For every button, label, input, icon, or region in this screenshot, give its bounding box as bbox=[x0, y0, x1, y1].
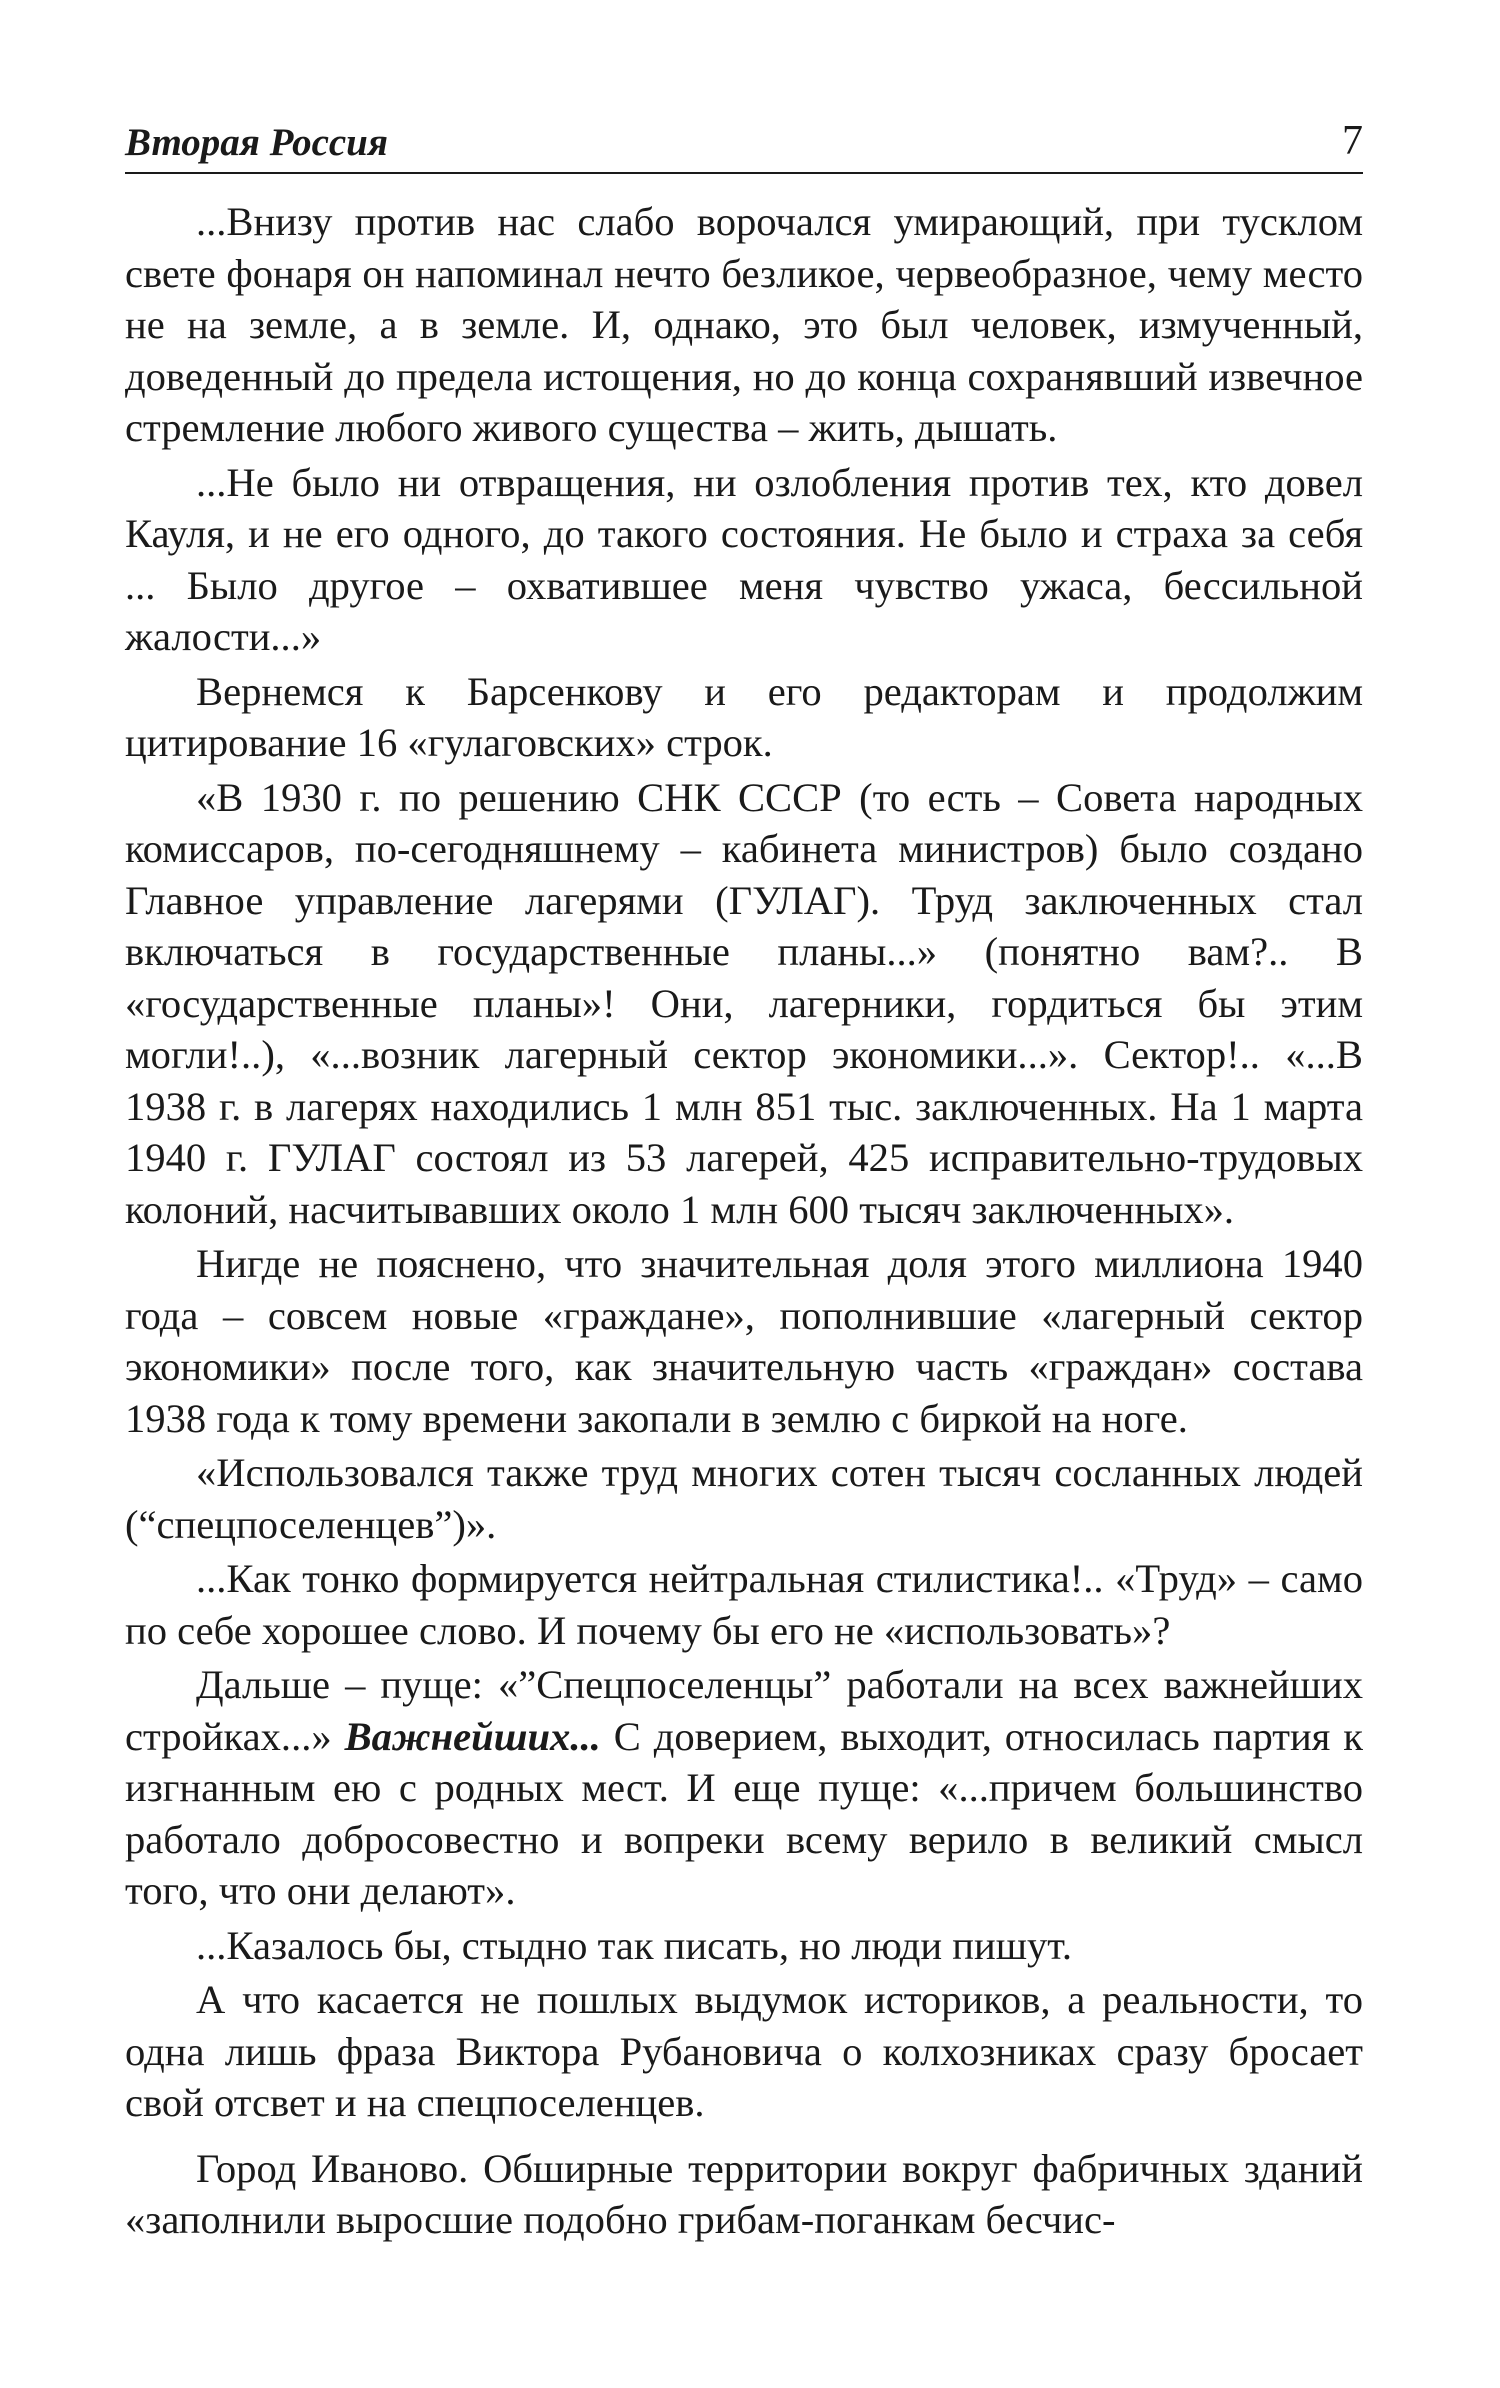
running-title: Вторая Россия bbox=[125, 121, 388, 164]
emphasis-text: Важнейших... bbox=[344, 1713, 601, 1759]
paragraph-7: ...Как тонко формируется нейтральная стилистика!.. «Труд» – само по себе хорошее слово. И почему бы его не «использовать»? bbox=[125, 1556, 1363, 1653]
paragraph-5: Нигде не пояснено, что значительная доля этого миллиона 1940 года – совсем новые «граждане», пополнившие «лагерный сектор экономики» после того, как значительную часть «граждан» состава 1938 года к тому времени закопали в землю с биркой на ноге. bbox=[125, 1241, 1363, 1441]
paragraph-8 bbox=[125, 1659, 1363, 1917]
paragraph-2: ...Не было ни отвращения, ни озлобления против тех, кто довел Кауля, и не его одного, до такого состояния. Не было и страха за себя ... Было другое – охватившее меня чувство ужаса, бессильной жалости...» bbox=[125, 459, 1363, 659]
page-number: 7 bbox=[1342, 118, 1363, 164]
body-text bbox=[125, 196, 1363, 2249]
paragraph-3: Вернемся к Барсенкову и его редакторам и продолжим цитирование 16 «гулаговских» строк. bbox=[125, 668, 1363, 765]
paragraph-8-lead: Дальше – пуще: «”Спецпоселенцы” работали на всех важнейших стройках...» bbox=[125, 1662, 1363, 1759]
paragraph-11: Город Иваново. Обширные территории вокруг фабричных зданий «заполнили выросшие подобно грибам-поганкам бесчис- bbox=[125, 2145, 1363, 2242]
paragraph-1: ...Внизу против нас слабо ворочался умирающий, при тусклом свете фонаря он напоминал нечто безликое, червеобразное, чему место не на земле, а в земле. И, однако, это был человек, измученный, доведенный до предела истощения, но до конца сохранявший извечное стремление любого живого существа – жить, дышать. bbox=[125, 199, 1363, 450]
paragraph-4: «В 1930 г. по решению СНК СССР (то есть – Совета народных комиссаров, по-сегодняшнему – кабинета министров) было создано Главное управление лагерями (ГУЛАГ). Труд заключенных стал включаться в государственные планы...» (понятно вам?.. В «государственные планы»! Они, лагерники, гордиться бы этим могли!..), «...возник лагерный сектор экономики...». Сектор!.. «...В 1938 г. в лагерях находились 1 млн 851 тыс. заключенных. На 1 марта 1940 г. ГУЛАГ состоял из 53 лагерей, 425 исправительно-трудовых колоний, насчитывавших около 1 млн 600 тысяч заключенных». bbox=[125, 774, 1363, 1232]
paragraph-9: ...Казалось бы, стыдно так писать, но люди пишут. bbox=[196, 1922, 1073, 1968]
running-head bbox=[125, 108, 1363, 174]
paragraph-8-tail: С доверием, выходит, относилась партия к изгнанным ею с родных мест. И еще пуще: «...причем большинство работало добросовестно и вопреки всему верило в великий смысл того, что они делают». bbox=[125, 1713, 1363, 1913]
paragraph-10: А что касается не пошлых выдумок историков, а реальности, то одна лишь фраза Виктора Рубановича о колхозниках сразу бросает свой отсвет и на спецпоселенцев. bbox=[125, 1977, 1363, 2125]
paragraph-6: «Использовался также труд многих сотен тысяч сосланных людей (“спецпоселенцев”)». bbox=[125, 1450, 1363, 1547]
